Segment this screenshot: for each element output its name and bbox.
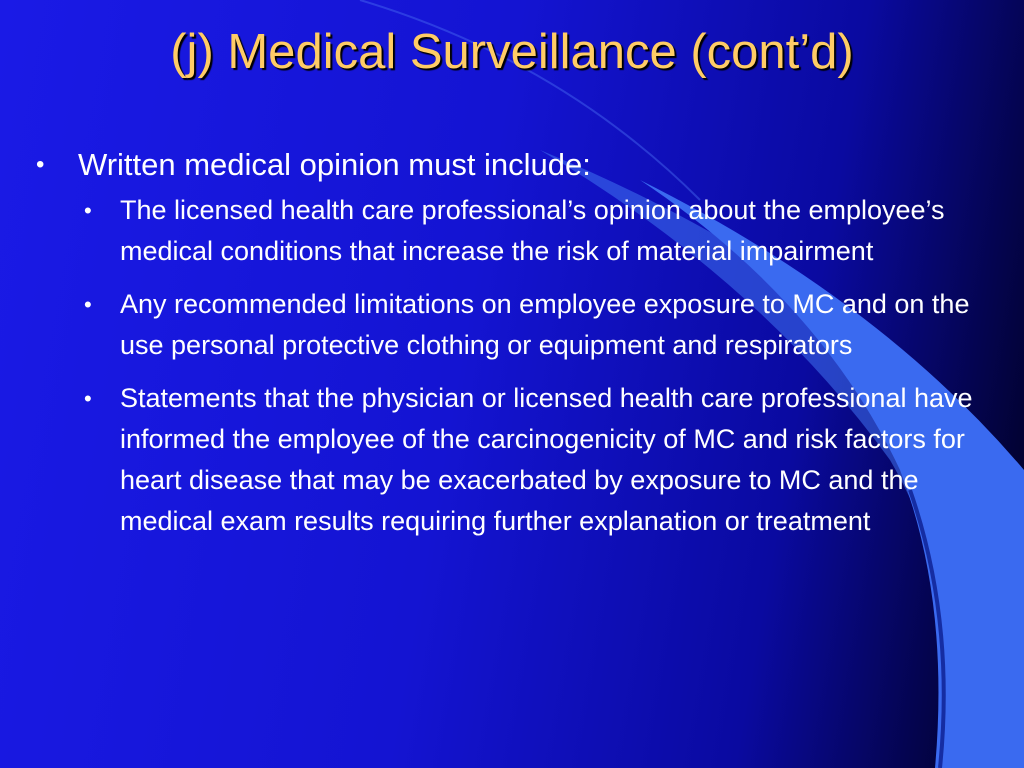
sub-bullet-glyph: •: [84, 198, 92, 223]
sub-bullet-text: Any recommended limitations on employee exposure to MC and on the use personal protective clothing or equipment and respirators: [120, 289, 970, 360]
sub-bullet-item: [84, 378, 984, 542]
slide-title: (j) Medical Surveillance (cont’d): [170, 25, 854, 79]
sub-bullet-text: The licensed health care professional’s opinion about the employee’s medical conditions that increase the risk of material impairment: [120, 195, 945, 266]
sub-bullet-glyph: •: [84, 386, 92, 411]
bullet-item: [36, 146, 996, 184]
bullet-text: Written medical opinion must include:: [78, 147, 591, 182]
sub-bullet-item: [84, 190, 984, 272]
sub-bullet-text: Statements that the physician or licensed health care professional have informed the employee of the carcinogenicity of MC and risk factors for heart disease that may be exacerbated by exposure to MC and the medical exam results requiring further explanation or treatment: [120, 383, 973, 536]
sub-bullet-glyph: •: [84, 292, 92, 317]
slide-body: [36, 146, 996, 554]
bullet-glyph: •: [36, 151, 45, 178]
sub-bullet-list: [84, 190, 984, 542]
sub-bullet-item: [84, 284, 984, 366]
